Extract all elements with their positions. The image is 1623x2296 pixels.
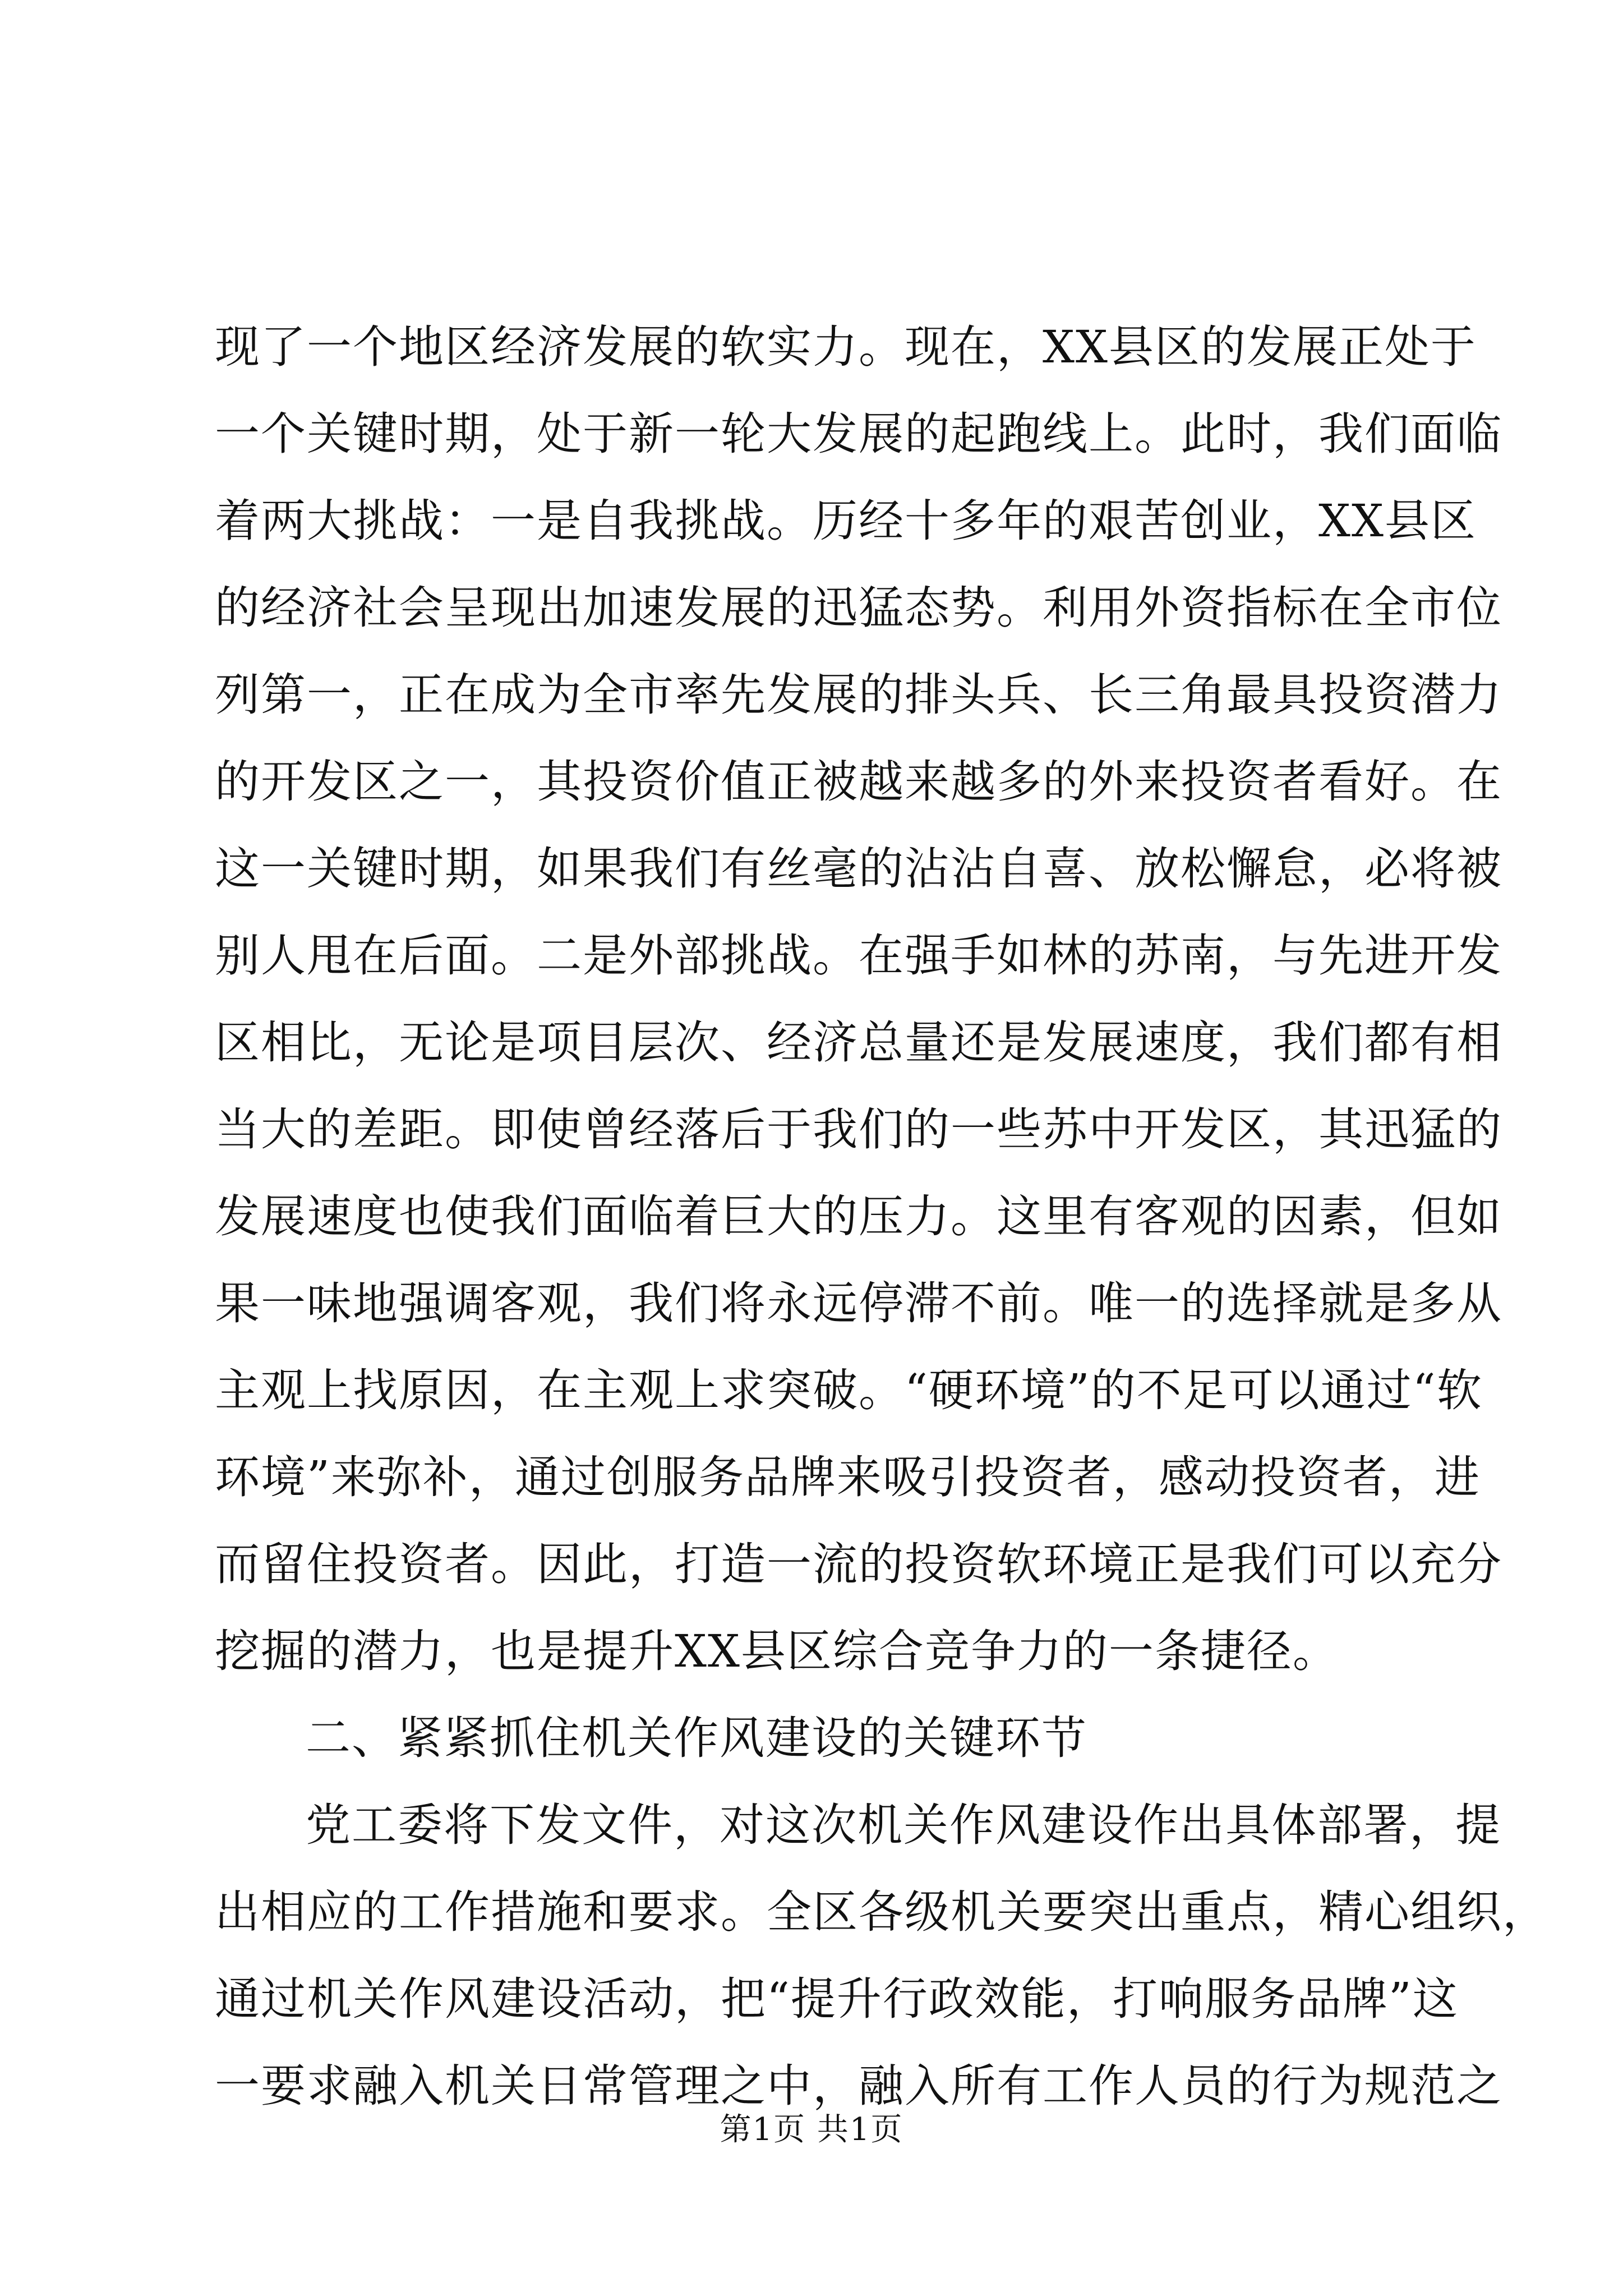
text-line: 通过机关作风建设活动，把“提升行政效能，打响服务品牌”这 bbox=[215, 1973, 1459, 2025]
text-line: 的开发区之一，其投资价值正被越来越多的外来投资者看好。在 bbox=[215, 756, 1502, 808]
text-line: 别人甩在后面。二是外部挑战。在强手如林的苏南，与先进开发 bbox=[215, 930, 1502, 982]
text-line: 挖掘的潜力，也是提升XX县区综合竞争力的一条捷径。 bbox=[215, 1625, 1339, 1677]
text-line: 主观上找原因，在主观上求突破。“硬环境”的不足可以通过“软 bbox=[215, 1364, 1483, 1416]
text-line: 发展速度也使我们面临着巨大的压力。这里有客观的因素，但如 bbox=[215, 1190, 1502, 1243]
text-line: 区相比，无论是项目层次、经济总量还是发展速度，我们都有相 bbox=[215, 1016, 1502, 1069]
text-line: 一要求融入机关日常管理之中，融入所有工作人员的行为规范之 bbox=[215, 2060, 1502, 2112]
text-line: 着两大挑战：一是自我挑战。历经十多年的艰苦创业，XX县区 bbox=[215, 495, 1477, 547]
text-line: 而留住投资者。因此，打造一流的投资软环境正是我们可以充分 bbox=[215, 1538, 1502, 1590]
page-footer: 第1页 共1页 bbox=[720, 2111, 903, 2148]
text-line: 列第一，正在成为全市率先发展的排头兵、长三角最具投资潜力 bbox=[215, 669, 1502, 721]
text-line: 果一味地强调客观，我们将永远停滞不前。唯一的选择就是多从 bbox=[215, 1277, 1502, 1329]
text-line: 这一关键时期，如果我们有丝毫的沾沾自喜、放松懈怠，必将被 bbox=[215, 843, 1502, 895]
text-line: 的经济社会呈现出加速发展的迅猛态势。利用外资指标在全市位 bbox=[215, 582, 1502, 634]
text-line: 党工委将下发文件，对这次机关作风建设作出具体部署，提 bbox=[306, 1799, 1501, 1851]
text-line: 一个关键时期，处于新一轮大发展的起跑线上。此时，我们面临 bbox=[215, 408, 1502, 460]
text-line: 出相应的工作措施和要求。全区各级机关要突出重点，精心组织， bbox=[215, 1886, 1548, 1938]
document-body bbox=[215, 303, 1548, 2129]
text-line: 环境”来弥补，通过创服务品牌来吸引投资者，感动投资者，进 bbox=[215, 1451, 1481, 1503]
section-heading: 二、紧紧抓住机关作风建设的关键环节 bbox=[306, 1712, 1087, 1764]
text-line: 现了一个地区经济发展的软实力。现在，XX县区的发展正处于 bbox=[215, 321, 1477, 373]
text-line: 当大的差距。即使曾经落后于我们的一些苏中开发区，其迅猛的 bbox=[215, 1103, 1502, 1156]
